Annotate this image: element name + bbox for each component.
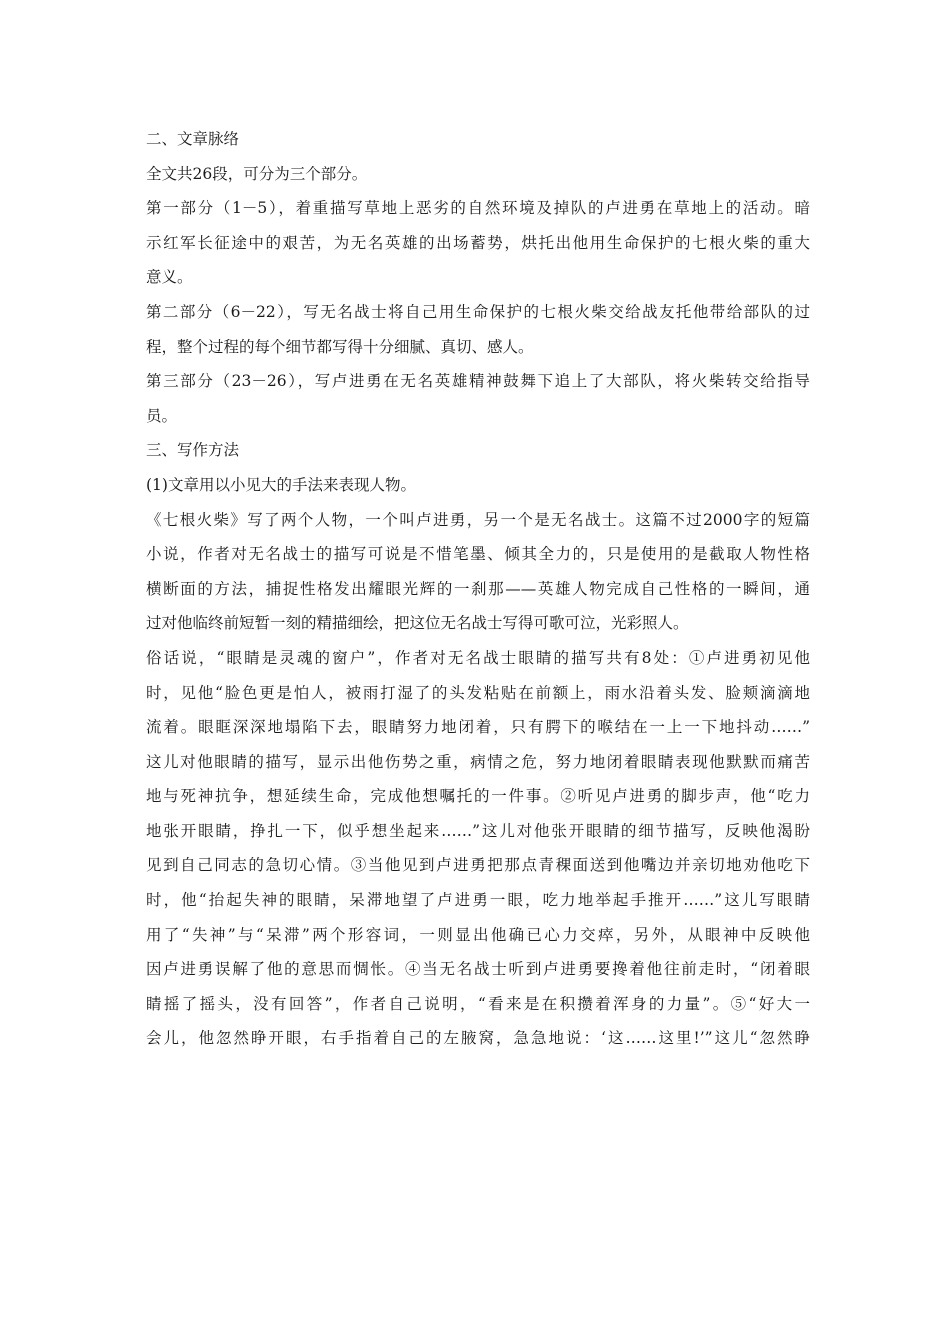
paragraph-line: 俗话说，“眼睛是灵魂的窗户”，作者对无名战士眼睛的描写共有8处：①卢进勇初见他 bbox=[146, 648, 810, 667]
paragraph-line: 程，整个过程的每个细节都写得十分细腻、真切、感人。 bbox=[146, 337, 534, 356]
section-heading-structure: 二、文章脉络 bbox=[146, 130, 240, 148]
paragraph-line: 横断面的方法，捕捉性格发出耀眼光辉的一刹那——英雄人物完成自己性格的一瞬间，通 bbox=[146, 579, 810, 598]
subheading-method-1: (1)文章用以小见大的手法来表现人物。 bbox=[146, 475, 416, 494]
paragraph-line: 示红军长征途中的艰苦，为无名英雄的出场蓄势，烘托出他用生命保护的七根火柴的重大 bbox=[146, 233, 810, 252]
paragraph-line: 见到自己同志的急切心情。③当他见到卢进勇把那点青稞面送到他嘴边并亲切地劝他吃下 bbox=[146, 856, 810, 875]
paragraph-line: 这儿对他眼睛的描写，显示出他伤势之重，病情之危，努力地闭着眼睛表现他默默而痛苦 bbox=[146, 752, 810, 771]
paragraph-line: 时，见他“脸色更是怕人，被雨打湿了的头发粘贴在前额上，雨水沿着头发、脸颊滴滴地 bbox=[146, 683, 810, 702]
section-heading-methods: 三、写作方法 bbox=[146, 441, 240, 460]
paragraph-line: 第三部分（23－26），写卢进勇在无名英雄精神鼓舞下追上了大部队，将火柴转交给指导 bbox=[146, 372, 810, 391]
paragraph-line: 小说，作者对无名战士的描写可说是不惜笔墨、倾其全力的，只是使用的是截取人物性格 bbox=[146, 545, 810, 564]
paragraph-line: 第二部分（6－22），写无名战士将自己用生命保护的七根火柴交给战友托他带给部队的过 bbox=[146, 302, 810, 321]
paragraph-line: 意义。 bbox=[146, 268, 193, 287]
paragraph-line: 用了“失神”与“呆滞”两个形容词，一则显出他确已心力交瘁，另外，从眼神中反映他 bbox=[146, 925, 810, 944]
paragraph-line: 全文共26段，可分为三个部分。 bbox=[146, 164, 368, 183]
paragraph-line: 地与死神抗争，想延续生命，完成他想嘱托的一件事。②听见卢进勇的脚步声，他“吃力 bbox=[146, 787, 810, 806]
document-page bbox=[146, 122, 810, 1056]
paragraph-line: 第一部分（1－5），着重描写草地上恶劣的自然环境及掉队的卢进勇在草地上的活动。暗 bbox=[146, 199, 810, 218]
paragraph-line: 时，他“抬起失神的眼睛，呆滞地望了卢进勇一眼，吃力地举起手推开……”这儿写眼睛 bbox=[146, 891, 810, 910]
paragraph-line: 地张开眼睛，挣扎一下，似乎想坐起来……”这儿对他张开眼睛的细节描写，反映他渴盼 bbox=[146, 821, 810, 840]
paragraph-line: 流着。眼眶深深地塌陷下去，眼睛努力地闭着，只有腭下的喉结在一上一下地抖动……” bbox=[146, 718, 810, 737]
paragraph-line: 睛摇了摇头，没有回答”，作者自己说明，“看来是在积攒着浑身的力量”。⑤“好大一 bbox=[146, 994, 810, 1013]
paragraph-line: 过对他临终前短暂一刻的精描细绘，把这位无名战士写得可歌可泣，光彩照人。 bbox=[146, 614, 689, 633]
paragraph-line: 因卢进勇误解了他的意思而惆怅。④当无名战士听到卢进勇要搀着他往前走时，“闭着眼 bbox=[146, 960, 810, 979]
paragraph-line: 员。 bbox=[146, 406, 178, 425]
paragraph-line: 《七根火柴》写了两个人物，一个叫卢进勇，另一个是无名战士。这篇不过2000字的短篇 bbox=[146, 510, 810, 529]
paragraph-line: 会儿，他忽然睁开眼，右手指着自己的左腋窝，急急地说：‘这……这里!’”这儿“忽然睁 bbox=[146, 1029, 810, 1048]
